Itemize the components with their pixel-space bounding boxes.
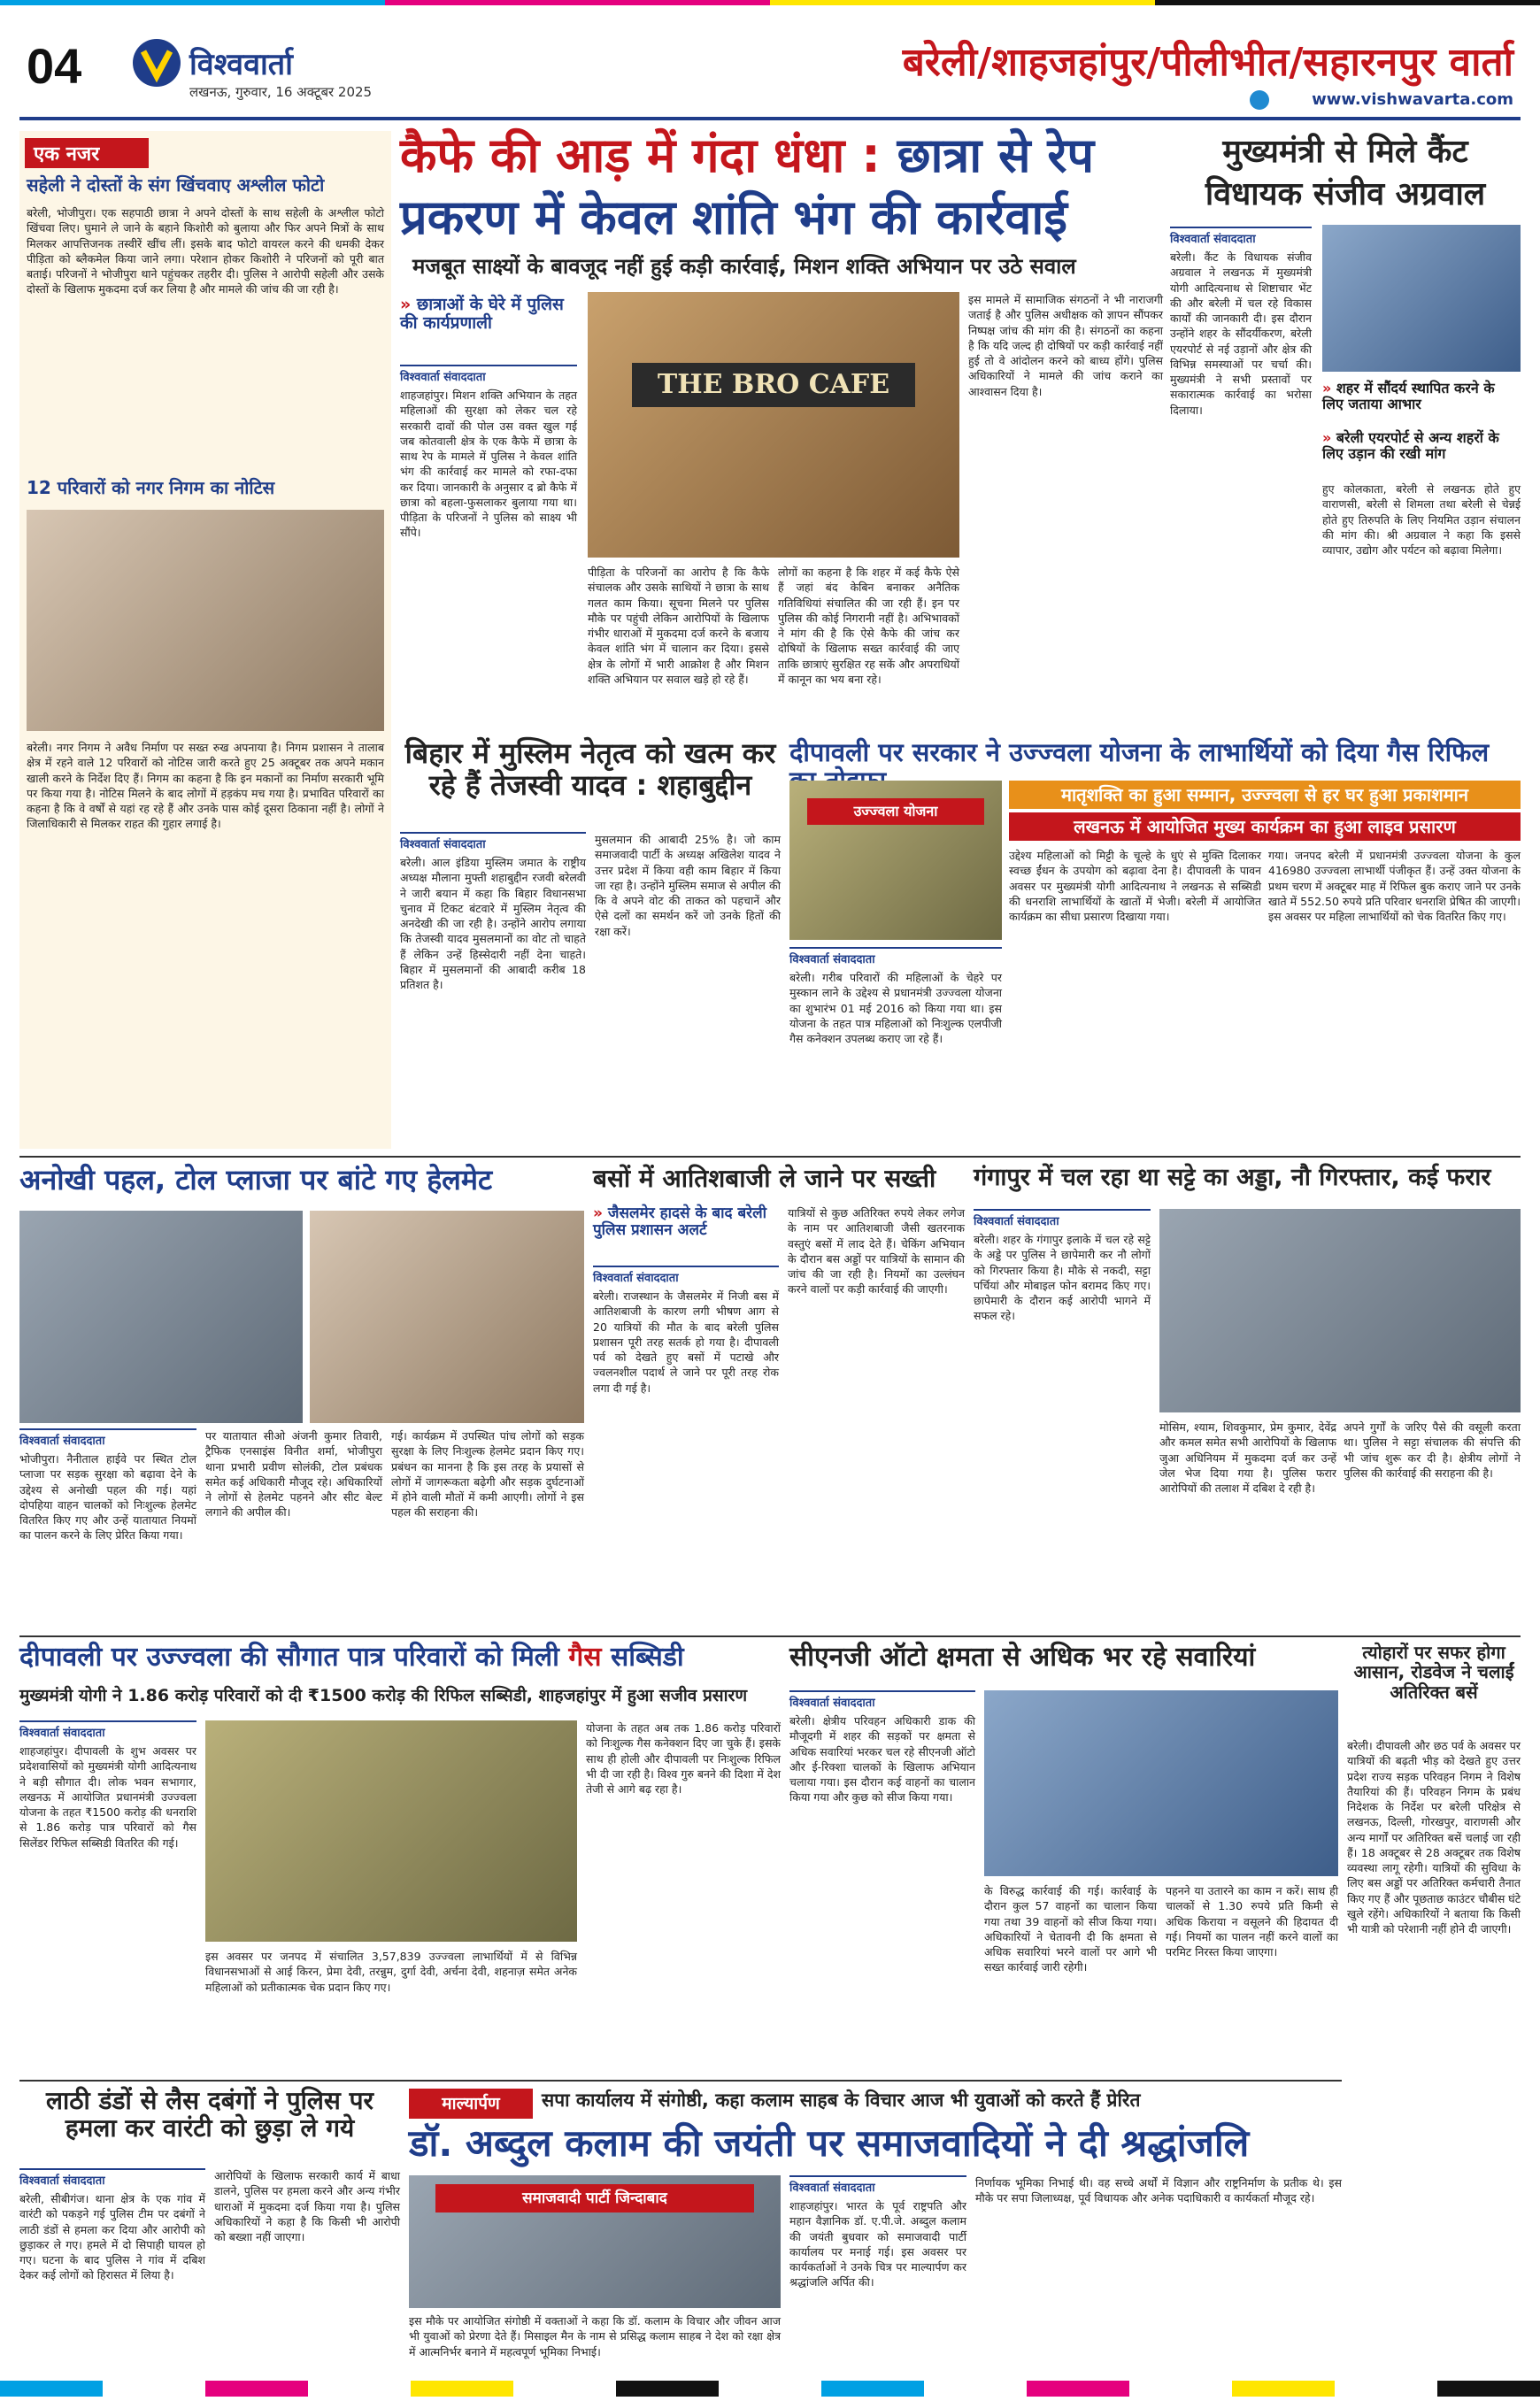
lathi-body: बरेली, सीबीगंज। थाना क्षेत्र के एक गांव में वारंटी को पकड़ने गई पुलिस टीम पर दबंगों ने लाठी डंडों से हमला कर दिया और आरोपी को छुड़ाकर ले गए। हमले में दो सिपाही घायल हो गए। घटना के बाद पुलिस ने गांव में दबिश देकर कई लोगों को हिरासत में लिया है। bbox=[19, 2192, 205, 2282]
bihar-body-2: मुसलमान की आबादी 25% है। जो काम समाजवादी पार्टी के अध्यक्ष अखिलेश यादव ने उत्तर प्रदेश में किया वही काम बिहार में किया जा रहा है। उन्होंने मुस्लिम समाज से अपील की कि वे अपने वोट की ताकत को पहचानें और ऐसे दलों का समर्थन करें जो उनके हितों की रक्षा करें। bbox=[595, 833, 781, 938]
satta-byline: विश्ववार्ता संवाददाता bbox=[974, 1209, 1151, 1228]
ujjwala-bottom-body-2: इस अवसर पर जनपद में संचालित 3,57,839 उज्ज्वला लाभार्थियों में से विभिन्न विधानसभाओं से आई किरन, प्रेमा देवी, तरन्नुम, दुर्गा देवी, अर्चना देवी, शहनाज़ समेत अनेक महिलाओं को प्रतीकात्मक चेक प्रदान किए गए। bbox=[205, 1950, 577, 1994]
satta-body-3: अपने गुर्गों के जरिए पैसे की वसूली करता था। पुलिस ने सट्टा संचालक की संपत्ति की भी जांच शुरू कर दी है। क्षेत्रीय लोगों ने पुलिस की कार्रवाई की सराहना की है। bbox=[1344, 1420, 1521, 1480]
cng-body-3: पहनने या उतारने का काम न करें। साथ ही चालकों से 1.30 रुपये प्रति किमी से अधिक किराया न वसूलने की हिदायत दी गई। नियमों का पालन नहीं करने वालों का परमिट निरस्त किया जाएगा। bbox=[1166, 1884, 1338, 1959]
cm-bullet-2: » बरेली एयरपोर्ट से अन्य शहरों के लिए उड़ान की रखी मांग bbox=[1322, 429, 1499, 462]
cm-meeting-photo bbox=[1322, 225, 1521, 372]
kalam-body-2: इस मौके पर आयोजित संगोष्ठी में वक्ताओं ने कहा कि डॉ. कलाम के विचार और जीवन आज भी युवाओं को प्रेरणा देते हैं। मिसाइल मैन के नाम से प्रसिद्ध कलाम साहब ने देश को रक्षा क्षेत्र में आत्मनिर्भर बनाने में महत्वपूर्ण भूमिका निभाई। bbox=[409, 2314, 781, 2359]
globe-icon bbox=[1250, 90, 1269, 110]
page-number: 04 bbox=[27, 38, 82, 94]
sidebar-story2-body: बरेली। नगर निगम ने अवैध निर्माण पर सख्त रुख अपनाया है। निगम प्रशासन ने तालाब क्षेत्र में रहने वाले 12 परिवारों को नोटिस जारी करते हुए 25 अक्टूबर तक अपने मकान खाली करने के निर्देश दिए हैं। निगम का कहना है कि इन मकानों का निर्माण सरकारी भूमि पर किया गया है। नोटिस मिलने के बाद लोगों में हड़कंप मच गया है। प्रभावित परिवारों का कहना है कि वे वर्षों से यहां रह रहे हैं और उनके पास कोई दूसरा ठिकाना नहीं है। लोगों ने जिलाधिकारी से मिलकर राहत की गुहार लगाई है। bbox=[27, 741, 384, 831]
logo-icon bbox=[133, 39, 181, 87]
lead-byline: विश्ववार्ता संवाददाता bbox=[400, 365, 577, 384]
kalam-event-photo bbox=[409, 2175, 781, 2308]
masthead bbox=[0, 7, 1540, 113]
helmet-body-2: पर यातायात सीओ अंजनी कुमार तिवारी, ट्रैफिक एनसाइंस विनीत शर्मा, भोजीपुरा थाना प्रभारी प्रवीण सोलंकी, टोल प्रबंधक समेत कई अधिकारी मौजूद रहे। अधिकारियों ने लोगों से हेलमेट पहनने और सीट बेल्ट लगाने की अपील की। bbox=[205, 1429, 382, 1520]
cng-body: बरेली। क्षेत्रीय परिवहन अधिकारी डाक की मौजूदगी में शहर की सड़कों पर क्षमता से अधिक सवारियां भरकर चल रहे सीएनजी ऑटो और ई-रिक्शा चालकों के खिलाफ अभियान चलाया गया। इस दौरान कई वाहनों का चालान किया गया और कुछ को सीज किया गया। bbox=[789, 1714, 975, 1805]
cm-bullet-1: » शहर में सौंदर्य स्थापित करने के लिए जताया आभार bbox=[1322, 380, 1495, 412]
notice-protest-photo bbox=[27, 510, 384, 731]
roadways-headline: त्योहारों पर सफर होगा आसान, रोडवेज ने चलाईं अतिरिक्त बसें bbox=[1353, 1642, 1514, 1703]
satta-arrest-photo bbox=[1159, 1209, 1521, 1412]
ujjwala-top-sub2: लखनऊ में आयोजित मुख्य कार्यक्रम का हुआ लाइव प्रसारण bbox=[1009, 812, 1521, 841]
cng-byline: विश्ववार्ता संवाददाता bbox=[789, 1690, 975, 1710]
kalam-body-3: निर्णायक भूमिका निभाई थी। वह सच्चे अर्थों में विज्ञान और राष्ट्रनिर्माण के प्रतीक थे। इस मौके पर सपा जिलाध्यक्ष, पूर्व विधायक और अनेक पदाधिकारी व कार्यकर्ता मौजूद रहे। bbox=[975, 2176, 1342, 2205]
lathi-byline: विश्ववार्ता संवाददाता bbox=[19, 2168, 205, 2188]
fireworks-body-2: यात्रियों से कुछ अतिरिक्त रुपये लेकर लगेज के नाम पर आतिशबाजी जैसी खतरनाक वस्तुएं बसों में लाद देते हैं। चेकिंग अभियान के दौरान बस अड्डों पर यात्रियों के सामान की जांच की जा रही है। नियमों का उल्लंघन करने वालों पर कड़ी कार्रवाई की जाएगी। bbox=[788, 1206, 965, 1297]
sidebar-story1-body: बरेली, भोजीपुरा। एक सहपाठी छात्रा ने अपने दोस्तों के साथ सहेली के अश्लील फोटो खिंचवा लिए। घुमाने ले जाने के बहाने किशोरी को बुलाया और फिर अपने मित्रों के साथ मिलकर आपत्तिजनक तस्वीरें खींच लीं। इसके बाद फोटो वायरल करने की धमकी देकर पीड़िता को ब्लैकमेल किया जाने लगा। परेशान होकर किशोरी ने परिजनों को पूरी बात बताई। परिजनों ने भोजीपुरा थाने पहुंचकर तहरीर दी। पुलिस ने आरोपी सहेली और उसके दोस्तों के खिलाफ मुकदमा दर्ज कर लिया है और मामले की जांच की जा रही है। bbox=[27, 206, 384, 296]
cm-byline: विश्ववार्ता संवाददाता bbox=[1170, 227, 1312, 246]
ujjwala-top-body: बरेली। गरीब परिवारों की महिलाओं के चेहरे पर मुस्कान लाने के उद्देश्य से प्रधानमंत्री उज्ज्वला योजना का शुभारंभ 01 मई 2016 को किया गया था। इस योजना के तहत पात्र महिलाओं को निःशुल्क एलपीजी गैस कनेक्शन उपलब्ध कराए जा रहे हैं। bbox=[789, 971, 1002, 1045]
fireworks-pull: » जैसलमेर हादसे के बाद बरेली पुलिस प्रशासन अलर्ट bbox=[593, 1204, 767, 1240]
section-title: बरेली/शाहजहांपुर/पीलीभीत/सहारनपुर वार्ता bbox=[902, 40, 1513, 85]
lathi-headline: लाठी डंडों से लैस दबंगों ने पुलिस पर हमला कर वारंटी को छुड़ा ले गये bbox=[46, 2086, 373, 2143]
website-link[interactable]: www.vishwavarta.com bbox=[1312, 90, 1513, 109]
cm-body: बरेली। कैंट के विधायक संजीव अग्रवाल ने लखनऊ में मुख्यमंत्री योगी आदित्यनाथ से शिष्टाचार भेंट की और बरेली में चल रहे विकास कार्यों की जानकारी दी। इस दौरान उन्होंने शहर के सौंदर्यीकरण, बरेली एयरपोर्ट से नई उड़ानों और क्षेत्र की विभिन्न समस्याओं पर चर्चा की। मुख्यमंत्री ने सभी प्रस्तावों पर सकारात्मक कार्रवाई का भरोसा दिलाया। bbox=[1170, 250, 1312, 417]
helmet-photo-1 bbox=[19, 1211, 303, 1423]
ujjwala-bottom-photo bbox=[205, 1720, 577, 1942]
fireworks-headline: बसों में आतिशबाजी ले जाने पर सख्ती bbox=[593, 1164, 936, 1193]
sidebar-story1-headline: सहेली ने दोस्तों के संग खिंचवाए अश्लील फोटो bbox=[27, 174, 325, 196]
satta-body-2: मोसिम, श्याम, शिवकुमार, प्रेम कुमार, देवेंद्र और कमल समेत सभी आरोपियों के खिलाफ जुआ अधिनियम में मुकदमा दर्ज कर उन्हें जेल भेज दिया गया है। पुलिस फरार आरोपियों की तलाश में दबिश दे रही है। bbox=[1159, 1420, 1336, 1495]
helmet-body-3: गई। कार्यक्रम में उपस्थित पांच लोगों को सड़क सुरक्षा के लिए निःशुल्क हेलमेट प्रदान किए गए। प्रबंधन का मानना है कि इस तरह के प्रयासों से लोगों में जागरूकता बढ़ेगी और सड़क दुर्घटनाओं में होने वाली मौतों में कमी आएगी। लोगों ने इस पहल की सराहना की। bbox=[391, 1429, 584, 1520]
kalam-banner: समाजवादी पार्टी जिन्दाबाद bbox=[435, 2184, 754, 2212]
bihar-byline: विश्ववार्ता संवाददाता bbox=[400, 832, 586, 851]
section-divider-2 bbox=[19, 1635, 1521, 1637]
helmet-byline: विश्ववार्ता संवाददाता bbox=[19, 1428, 196, 1448]
ujjwala-banner: उज्ज्वला योजना bbox=[807, 798, 984, 825]
helmet-photo-2 bbox=[310, 1211, 584, 1423]
satta-headline: गंगापुर में चल रहा था सट्टे का अड्डा, नौ गिरफ्तार, कई फरार bbox=[974, 1164, 1491, 1191]
fireworks-pull-text: जैसलमेर हादसे के बाद बरेली पुलिस प्रशासन अलर्ट bbox=[593, 1204, 767, 1240]
cm-bullet-1-text: शहर में सौंदर्य स्थापित करने के लिए जताया आभार bbox=[1322, 380, 1495, 412]
roadways-body: बरेली। दीपावली और छठ पर्व के अवसर पर यात्रियों की बढ़ती भीड़ को देखते हुए उत्तर प्रदेश राज्य सड़क परिवहन निगम ने विशेष तैयारियां की हैं। परिवहन निगम के प्रबंध निदेशक के निर्देश पर बरेली परिक्षेत्र से लखनऊ, दिल्ली, गोरखपुर, वाराणसी और अन्य मार्गों पर अतिरिक्त बसें चलाई जा रही हैं। 18 अक्टूबर से 28 अक्टूबर तक विशेष व्यवस्था लागू रहेगी। यात्रियों की सुविधा के लिए बस अड्डों पर अतिरिक्त कर्मचारी तैनात किए गए हैं और पूछताछ काउंटर चौबीस घंटे खुले रहेंगे। अधिकारियों ने बताया कि किसी भी यात्री को परेशानी नहीं होने दी जाएगी। bbox=[1347, 1739, 1521, 1935]
helmet-body: भोजीपुरा। नैनीताल हाईवे पर स्थित टोल प्लाजा पर सड़क सुरक्षा को बढ़ावा देने के उद्देश्य से अनोखी पहल की गई। यहां दोपहिया वाहन चालकों को निःशुल्क हेलमेट वितरित किए गए और उन्हें यातायात नियमों का पालन करने के लिए प्रेरित किया गया। bbox=[19, 1452, 196, 1543]
kalam-body: शाहजहांपुर। भारत के पूर्व राष्ट्रपति और महान वैज्ञानिक डॉ. ए.पी.जे. अब्दुल कलाम की जयंती बुधवार को समाजवादी पार्टी कार्यालय पर मनाई गई। इस अवसर पर कार्यकर्ताओं ने उनके चित्र पर माल्यार्पण कर श्रद्धांजलि अर्पित की। bbox=[789, 2199, 966, 2289]
lead-pull-quote: » छात्राओं के घेरे में पुलिस की कार्यप्रणाली bbox=[400, 295, 564, 334]
lead-body-col4: इस मामले में सामाजिक संगठनों ने भी नाराजगी जताई है और पुलिस अधीक्षक को ज्ञापन सौंपकर निष्पक्ष जांच की मांग की है। संगठनों का कहना है कि यदि जल्द ही दोषियों पर कड़ी कार्रवाई नहीं हुई तो वे आंदोलन करने को बाध्य होंगे। पुलिस अधिकारियों ने मामले की जांच कराने का आश्वासन दिया है। bbox=[968, 293, 1163, 398]
top-color-strip bbox=[0, 0, 1540, 5]
cng-headline: सीएनजी ऑटो क्षमता से अधिक भर रहे सवारियां bbox=[789, 1642, 1256, 1673]
sidebar-story2-headline: 12 परिवारों को नगर निगम का नोटिस bbox=[27, 477, 275, 498]
ujjwala-bottom-body-3: योजना के तहत अब तक 1.86 करोड़ परिवारों को निःशुल्क गैस कनेक्शन दिए जा चुके हैं। इसके साथ ही होली और दीपावली पर निःशुल्क रिफिल भी दी जा रही है। विश्व गुरु बनने की दिशा में देश तेजी से आगे बढ़ रहा है। bbox=[586, 1721, 781, 1796]
sidebar-label: एक नजर bbox=[25, 138, 149, 168]
lead-headline-line1 bbox=[400, 129, 1161, 188]
kalam-headline: डॉ. अब्दुल कलाम की जयंती पर समाजवादियों ने दी श्रद्धांजलि bbox=[409, 2121, 1250, 2165]
masthead-rule bbox=[19, 117, 1521, 120]
cng-body-2: के विरुद्ध कार्रवाई की गई। कार्रवाई के दौरान कुल 57 वाहनों का चालान किया गया तथा 39 वाहनों को सीज किया गया। अधिकारियों ने चेतावनी दी कि क्षमता से अधिक सवारियां भरने वालों पर आगे भी सख्त कार्रवाई जारी रहेगी। bbox=[984, 1884, 1157, 1974]
ujjwala-bottom-body: शाहजहांपुर। दीपावली के शुभ अवसर पर प्रदेशवासियों को मुख्यमंत्री योगी आदित्यनाथ ने बड़ी सौगात दी। लोक भवन सभागार, लखनऊ में आयोजित प्रधानमंत्री उज्ज्वला योजना के तहत ₹1500 करोड़ की धनराशि से 1.86 करोड़ पात्र परिवारों को गैस सिलेंडर रिफिल सब्सिडी वितरित की गई। bbox=[19, 1744, 196, 1850]
fireworks-body: बरेली। राजस्थान के जैसलमेर में निजी बस में आतिशबाजी के कारण लगी भीषण आग से 20 यात्रियों की मौत के बाद बरेली पुलिस प्रशासन पूरी तरह सतर्क हो गया है। दीपावली पर्व को देखते हुए बसों में पटाखे और ज्वलनशील पदार्थ ले जाने पर पूरी तरह रोक लगा दी गई है। bbox=[593, 1289, 779, 1395]
ujjwala-top-body-3: गया। जनपद बरेली में प्रधानमंत्री उज्ज्वला योजना के कुल 416980 उज्ज्वला लाभार्थी पंजीकृत हैं। उन्हें उक्त योजना के प्रथम चरण में अक्टूबर माह में रिफिल बुक कराए जाने पर उनके खाते में 552.50 रुपये प्रति परिवार धनराशि प्रेषित की जाएगी। इस अवसर पर महिला लाभार्थियों को चेक वितरित किए गए। bbox=[1268, 849, 1521, 923]
lead-body-col1: शाहजहांपुर। मिशन शक्ति अभियान के तहत महिलाओं की सुरक्षा को लेकर चल रहे सरकारी दावों की पोल उस वक्त खुल गई जब कोतवाली क्षेत्र के एक कैफे में छात्रा के साथ रेप के मामले में पुलिस ने केवल शांति भंग की कार्रवाई कर मामले को रफा-दफा कर दिया। जानकारी के अनुसार द ब्रो कैफे में छात्रा को बहला-फुसलाकर बुलाया गया था। पीड़िता के परिजनों ने पुलिस को साक्ष्य भी सौंपे। bbox=[400, 389, 577, 540]
bihar-body: बरेली। आल इंडिया मुस्लिम जमात के राष्ट्रीय अध्यक्ष मौलाना मुफ्ती शहाबुद्दीन रजवी बरेलवी ने जारी बयान में कहा कि बिहार विधानसभा चुनाव में टिकट बंटवारे में मुस्लिम नेतृत्व की अनदेखी की जा रही है। उन्होंने आरोप लगाया कि तेजस्वी यादव मुसलमानों का वोट तो चाहते हैं लेकिन उन्हें हिस्सेदारी नहीं देना चाहते। बिहार में मुसलमानों की आबादी करीब 18 प्रतिशत है। bbox=[400, 856, 586, 991]
kalam-tag: माल्यार्पण bbox=[409, 2089, 533, 2119]
lead-headline-line2: प्रकरण में केवल शांति भंग की कार्रवाई bbox=[400, 189, 1067, 245]
lead-body-col2: पीड़िता के परिजनों का आरोप है कि कैफे संचालक और उसके साथियों ने छात्रा के साथ गलत काम किया। सूचना मिलने पर पुलिस मौके पर पहुंची लेकिन आरोपियों के खिलाफ गंभीर धाराओं में मुकदमा दर्ज करने के बजाय केवल शांति भंग में चालान कर दिया। इससे क्षेत्र के लोगों में भारी आक्रोश है और मिशन शक्ति अभियान पर सवाल खड़े हो रहे हैं। bbox=[588, 566, 769, 686]
ujjwala-top-headline: दीपावली पर सरकार ने उज्ज्वला योजना के लाभार्थियों को दिया गैस रिफिल bbox=[789, 737, 1490, 767]
ujjwala-event-photo bbox=[789, 781, 1002, 940]
cm-headline-line1: मुख्यमंत्री से मिले कैंट bbox=[1222, 134, 1468, 170]
lead-body-col3: लोगों का कहना है कि शहर में कई कैफे ऐसे हैं जहां बंद केबिन बनाकर अनैतिक गतिविधियां संचालित की जा रही हैं। इन पर पुलिस की कोई निगरानी नहीं है। अभिभावकों ने मांग की है कि ऐसे कैफे की जांच कर दोषियों के खिलाफ सख्त कार्रवाई की जाए ताकि छात्राएं सुरक्षित रह सकें और अपराधियों में कानून का भय बना रहे। bbox=[778, 566, 959, 686]
ujjwala-top-byline: विश्ववार्ता संवाददाता bbox=[789, 947, 1002, 966]
ujjwala-top-sub1: मातृशक्ति का हुआ सम्मान, उज्ज्वला से हर घर हुआ प्रकाशमान bbox=[1009, 781, 1521, 809]
section-divider-3 bbox=[19, 2080, 1342, 2082]
ujjwala-bottom-headline bbox=[19, 1643, 781, 1681]
cm-headline-line2: विधायक संजीव अग्रवाल bbox=[1205, 176, 1486, 212]
lead-subhead: मजबूत साक्ष्यों के बावजूद नहीं हुई कड़ी कार्रवाई, मिशन शक्ति अभियान पर उठे सवाल bbox=[412, 254, 1076, 279]
ujjwala-bottom-headline-highlight: गैस bbox=[568, 1642, 602, 1673]
lathi-body-2: आरोपियों के खिलाफ सरकारी कार्य में बाधा डालने, पुलिस पर हमला करने और अन्य गंभीर धाराओं में मुकदमा दर्ज किया गया है। पुलिस अधिकारियों ने कहा है कि किसी भी आरोपी को बख्शा नहीं जाएगा। bbox=[214, 2169, 400, 2243]
lead-headline-part2: छात्रा से रेप bbox=[897, 127, 1095, 183]
kalam-kicker: सपा कार्यालय में संगोष्ठी, कहा कलाम साहब के विचार आज भी युवाओं को करते हैं प्रेरित bbox=[542, 2089, 1141, 2111]
bihar-headline: बिहार में मुस्लिम नेतृत्व को खत्म कर रहे हैं तेजस्वी यादव : शहाबुद्दीन bbox=[404, 736, 776, 802]
cng-auto-photo bbox=[984, 1690, 1338, 1876]
cafe-signboard: THE BRO CAFE bbox=[632, 363, 915, 407]
lead-headline-part1: कैफे की आड़ में गंदा धंधा : bbox=[400, 127, 881, 183]
fireworks-byline: विश्ववार्ता संवाददाता bbox=[593, 1266, 779, 1285]
ujjwala-bottom-byline: विश्ववार्ता संवाददाता bbox=[19, 1720, 196, 1740]
cafe-photo bbox=[588, 292, 959, 558]
bottom-color-strip bbox=[0, 2381, 1540, 2397]
paper-name: विश्ववार्ता bbox=[189, 47, 293, 82]
ujjwala-top-body-2: उद्देश्य महिलाओं को मिट्टी के चूल्हे के धुएं से मुक्ति दिलाकर स्वच्छ ईंधन के उपयोग को बढ़ावा देना है। दीपावली के पावन अवसर पर मुख्यमंत्री योगी आदित्यनाथ ने लखनऊ से सब्सिडी की धनराशि लाभार्थियों के खातों में भेजी। बरेली में आयोजित कार्यक्रम का सीधा प्रसारण दिखाया गया। bbox=[1009, 849, 1261, 923]
ujjwala-bottom-headline-part1: दीपावली पर उज्ज्वला की सौगात पात्र परिवारों को मिली bbox=[19, 1642, 559, 1673]
ujjwala-bottom-headline-part2: सब्सिडी bbox=[610, 1642, 684, 1673]
ujjwala-bottom-subhead: मुख्यमंत्री योगी ने 1.86 करोड़ परिवारों को दी ₹1500 करोड़ की रिफिल सब्सिडी, शाहजहांपुर में हुआ सजीव प्रसारण bbox=[19, 1686, 748, 1705]
sidebar-column bbox=[19, 131, 391, 1149]
satta-body: बरेली। शहर के गंगापुर इलाके में चल रहे सट्टे के अड्डे पर पुलिस ने छापेमारी कर नौ लोगों को गिरफ्तार किया है। मौके से नकदी, सट्टा पर्चियां और मोबाइल फोन बरामद किए गए। छापेमारी के दौरान कई आरोपी भागने में सफल रहे। bbox=[974, 1233, 1151, 1323]
cm-bullet-2-text: बरेली एयरपोर्ट से अन्य शहरों के लिए उड़ान की रखी मांग bbox=[1322, 429, 1499, 462]
kalam-byline: विश्ववार्ता संवाददाता bbox=[789, 2175, 966, 2195]
lead-pull-text: छात्राओं के घेरे में पुलिस की कार्यप्रणाली bbox=[400, 295, 564, 334]
edition-date: लखनऊ, गुरुवार, 16 अक्टूबर 2025 bbox=[189, 84, 373, 100]
cm-body-2: हुए कोलकाता, बरेली से लखनऊ होते हुए वाराणसी, बरेली से शिमला तथा बरेली से चेन्नई होते हुए तिरुपति के लिए नियमित उड़ान संचालन की मांग की। श्री अग्रवाल ने कहा कि इससे व्यापार, उद्योग और पर्यटन को बढ़ावा मिलेगा। bbox=[1322, 482, 1521, 557]
section-divider-1 bbox=[19, 1156, 1521, 1158]
helmet-headline: अनोखी पहल, टोल प्लाजा पर बांटे गए हेलमेट bbox=[19, 1163, 493, 1197]
